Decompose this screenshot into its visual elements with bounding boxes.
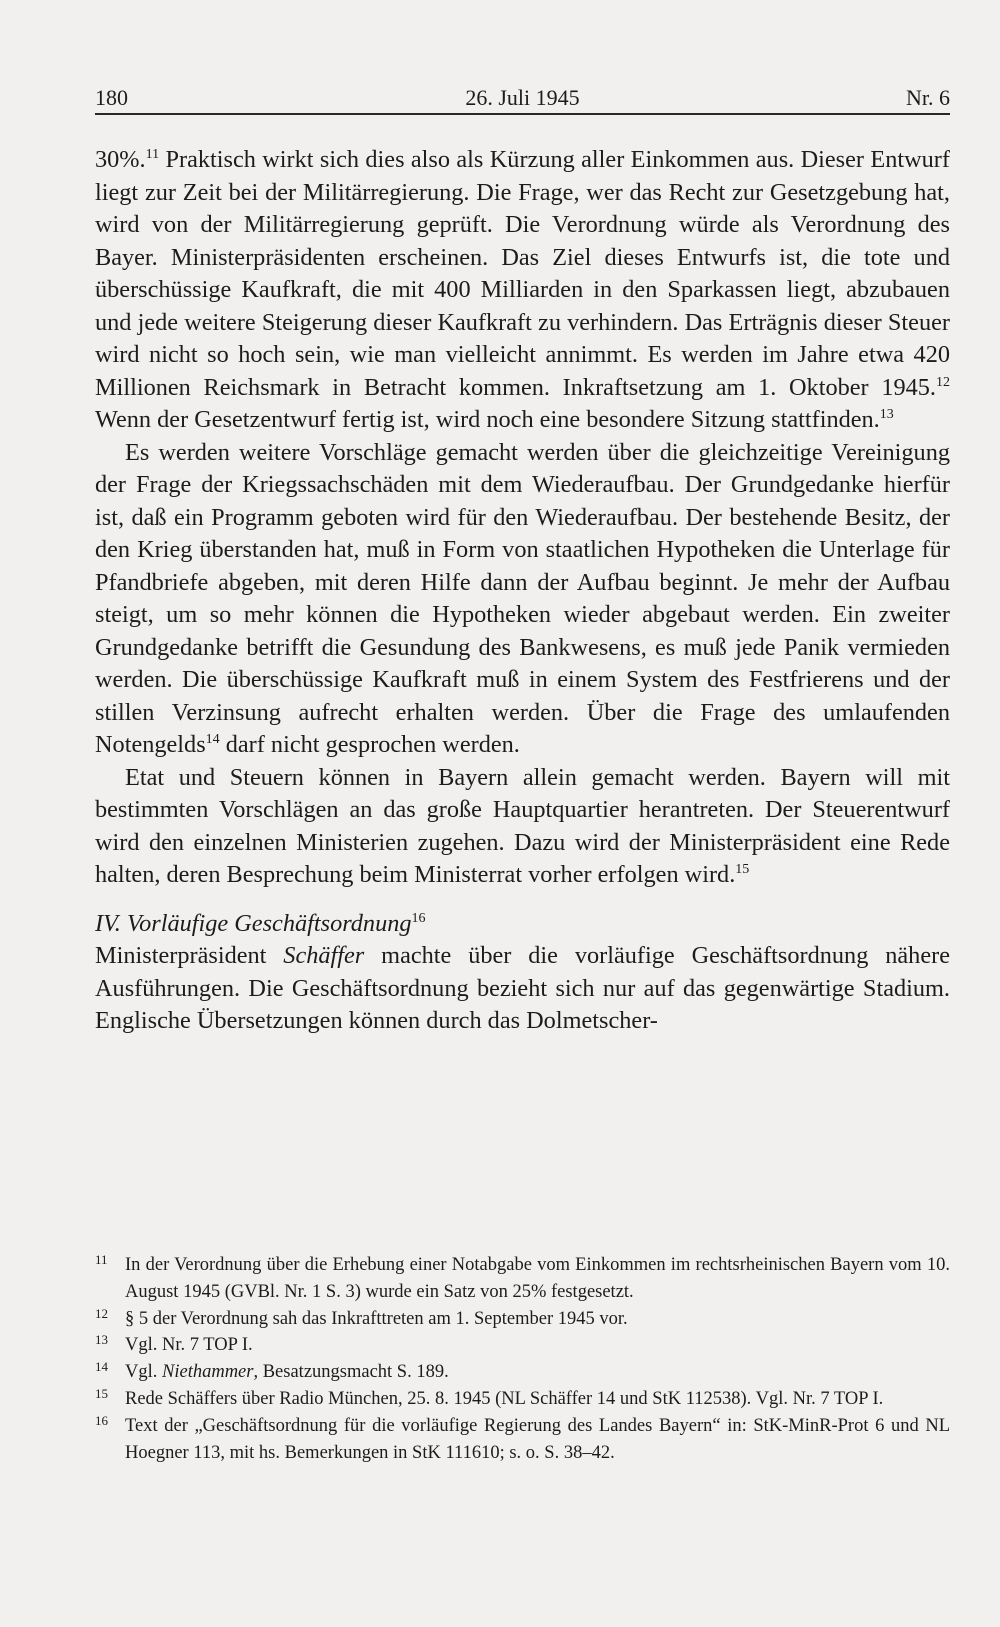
document-number: Nr. 6 <box>906 85 950 110</box>
footnote-number: 11 <box>95 1252 108 1267</box>
main-text <box>95 144 950 1038</box>
footnote <box>95 1252 950 1306</box>
footnote-number: 15 <box>95 1385 108 1401</box>
footnote-text: Vgl. Nr. 7 TOP I. <box>125 1335 253 1356</box>
footnote-ref-11: 11 <box>145 147 160 162</box>
footnotes <box>95 1252 950 1466</box>
footnote-ref-16: 16 <box>411 910 426 926</box>
footnote-number: 12 <box>95 1305 108 1321</box>
footnote-text: In der Verordnung über die Erhebung einer Notabgabe vom Einkommen im rechtsrheinischen Bayern vom 10. August 1945 (GVBl. Nr. 1 S. 3) wurde ein Satz von 25% festgesetzt. <box>125 1255 950 1302</box>
footnote-ref-14: 14 <box>205 732 220 747</box>
footnote-number: 14 <box>95 1359 108 1375</box>
footnote <box>95 1306 950 1333</box>
footnote <box>95 1386 950 1413</box>
footnote-ref-15: 15 <box>735 862 750 877</box>
page-number: 180 <box>95 85 128 110</box>
footnote-text: § 5 der Verordnung sah das Inkrafttreten am 1. September 1945 vor. <box>125 1308 628 1329</box>
footnote-number: 16 <box>95 1412 108 1428</box>
footnote <box>95 1332 950 1359</box>
paragraph-1: 30%.$^{11}$ Praktisch wirkt sich dies also als Kürzung aller Einkommen aus. Dieser Entwurf liegt zur Zeit bei der Militärregierung. Die Frage, wer das Recht zur Gesetzgebung hat, wird von der Militärregierung geprüft. Die Verordnung würde als Verordnung des Bayer. Ministerpräsidenten erscheinen. Das Ziel dieses Entwurfs ist, die tote und überschüssige Kaufkraft, die mit 400 Milliarden in den Sparkassen liegt, abzubauen und jede weitere Steigerung dieser Kaufkraft zu verhindern. Das Erträgnis dieser Steuer wird nicht so hoch sein, wie man vielleicht annimmt. Es werden im Jahre etwa 420 Millionen Reichsmark in Betracht kommen. Inkraftsetzung am 1. Oktober 1945.12 Wenn der Gesetzentwurf fertig ist, wird noch eine besondere Sitzung stattfinden.$^{13}$ <box>95 146 950 433</box>
person-name: Schäffer <box>283 942 365 969</box>
footnote-ref-13: 13 <box>879 407 894 422</box>
header-date: 26. Juli 1945 <box>465 85 580 110</box>
header-rule <box>95 113 950 115</box>
footnote-text: Vgl. Niethammer, Besatzungsmacht S. 189. <box>125 1362 449 1383</box>
section-heading: IV. Vorläufige Geschäftsordnung$^{16}$ <box>95 909 426 937</box>
paragraph-3: Etat und Steuern können in Bayern allein gemacht werden. Bayern will mit bestimmten Vorschlägen an das große Hauptquartier herantreten. Der Steuerentwurf wird den einzelnen Ministerien zugehen. Dazu wird der Ministerpräsident eine Rede halten, deren Besprechung beim Ministerrat vorher erfolgen wird.$^{15}$ <box>95 763 950 888</box>
footnote <box>95 1359 950 1386</box>
running-header <box>95 78 950 118</box>
footnote <box>95 1413 950 1467</box>
footnote-ref-12: 12 <box>936 374 950 390</box>
footnote-text: Text der „Geschäftsordnung für die vorläufige Regierung des Landes Bayern“ in: StK-MinR-Prot 6 und NL Hoegner 113, mit hs. Bemerkungen in StK 111610; s. o. S. 38–42. <box>125 1415 950 1463</box>
footnote-text: Rede Schäffers über Radio München, 25. 8. 1945 (NL Schäffer 14 und StK 112538). Vgl. Nr. 7 TOP I. <box>125 1388 884 1409</box>
footnote-number: 13 <box>95 1332 108 1348</box>
paragraph-4: Ministerpräsident Schäffer machte über die vorläufige Geschäftsordnung nähere Ausführungen. Die Geschäftsordnung bezieht sich nur auf das gegenwärtige Stadium. Englische Übersetzungen können durch das Dolmetscher- <box>95 942 950 1034</box>
paragraph-2: Es werden weitere Vorschläge gemacht werden über die gleichzeitige Vereinigung der Frage der Kriegssachschäden mit dem Wiederaufbau. Der Grundgedanke hierfür ist, daß ein Programm geboten wird für den Wiederaufbau. Der bestehende Besitz, der den Krieg überstanden hat, muß in Form von staatlichen Hypotheken die Unterlage für Pfandbriefe abgeben, mit deren Hilfe dann der Aufbau beginnt. Je mehr der Aufbau steigt, um so mehr können die Hypotheken wieder abgebaut werden. Ein zweiter Grundgedanke betrifft die Gesundung des Bankwesens, es muß jede Panik vermieden werden. Die überschüssige Kaufkraft muß in einem System des Festfrierens und der stillen Verzinsung aufrecht erhalten werden. Über die Frage des umlaufenden Notengelds$^{14}$ darf nicht gesprochen werden. <box>95 438 950 758</box>
